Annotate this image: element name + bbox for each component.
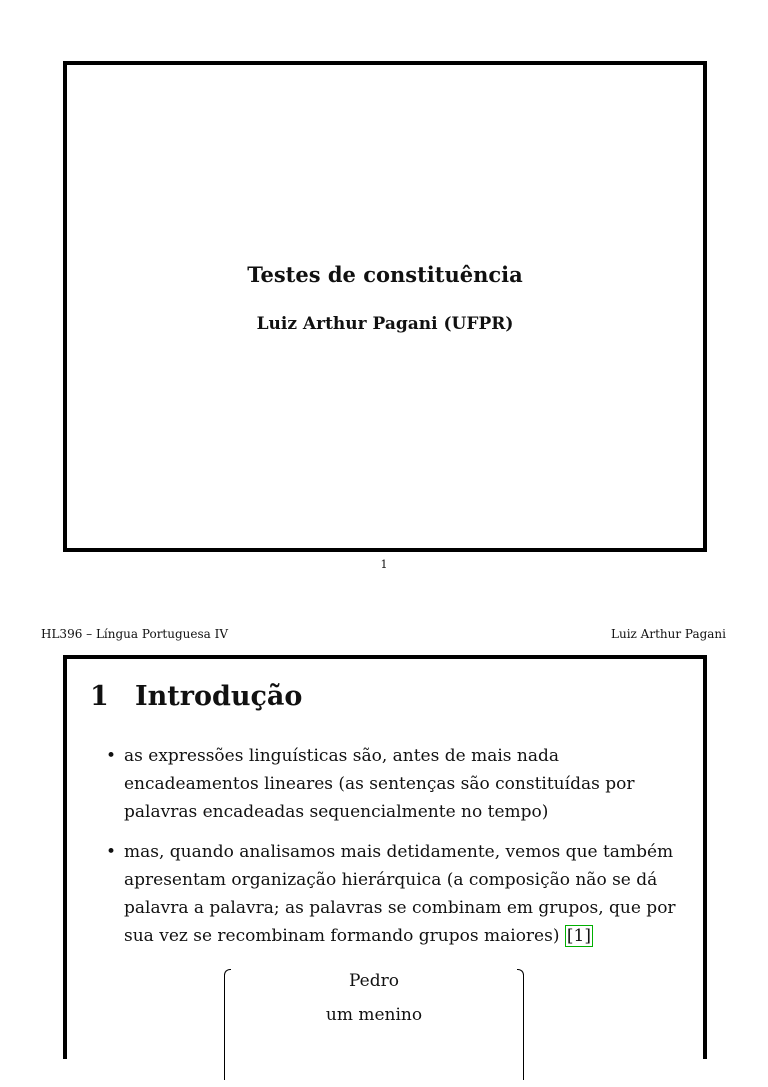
option-item: Pedro xyxy=(349,971,399,991)
running-header-author: Luiz Arthur Pagani xyxy=(611,627,726,641)
title-slide xyxy=(63,61,707,552)
document-title: Testes de constituência xyxy=(247,262,523,287)
section-title: Introdução xyxy=(135,681,303,712)
content-slide xyxy=(63,655,707,1059)
citation-link[interactable]: [1] xyxy=(566,926,591,946)
list-item xyxy=(103,742,693,826)
bullet-list xyxy=(103,742,693,962)
page-number: 1 xyxy=(380,558,388,571)
running-header-course: HL396 – Língua Portuguesa IV xyxy=(41,627,229,641)
bullet-text: mas, quando analisamos mais detidamente, vemos que também apresentam organização hierárquica (a composição não se dá palavra a palavra; as palavras se combinam em grupos, que por sua vez se recombinam formando grupos maiores) xyxy=(124,842,676,946)
list-item xyxy=(103,838,693,950)
brace-group xyxy=(224,967,524,1087)
bullet-icon: • xyxy=(106,842,117,862)
author-line: Luiz Arthur Pagani (UFPR) xyxy=(256,314,514,334)
bullet-text: as expressões linguísticas são, antes de mais nada encadeamentos lineares (as sentenças são constituídas por palavras encadeadas sequencialmente no tempo) xyxy=(124,746,635,822)
section-number: 1 xyxy=(90,681,109,712)
option-item: um menino xyxy=(325,1005,423,1025)
bullet-icon: • xyxy=(106,746,117,766)
section-heading xyxy=(90,681,302,712)
